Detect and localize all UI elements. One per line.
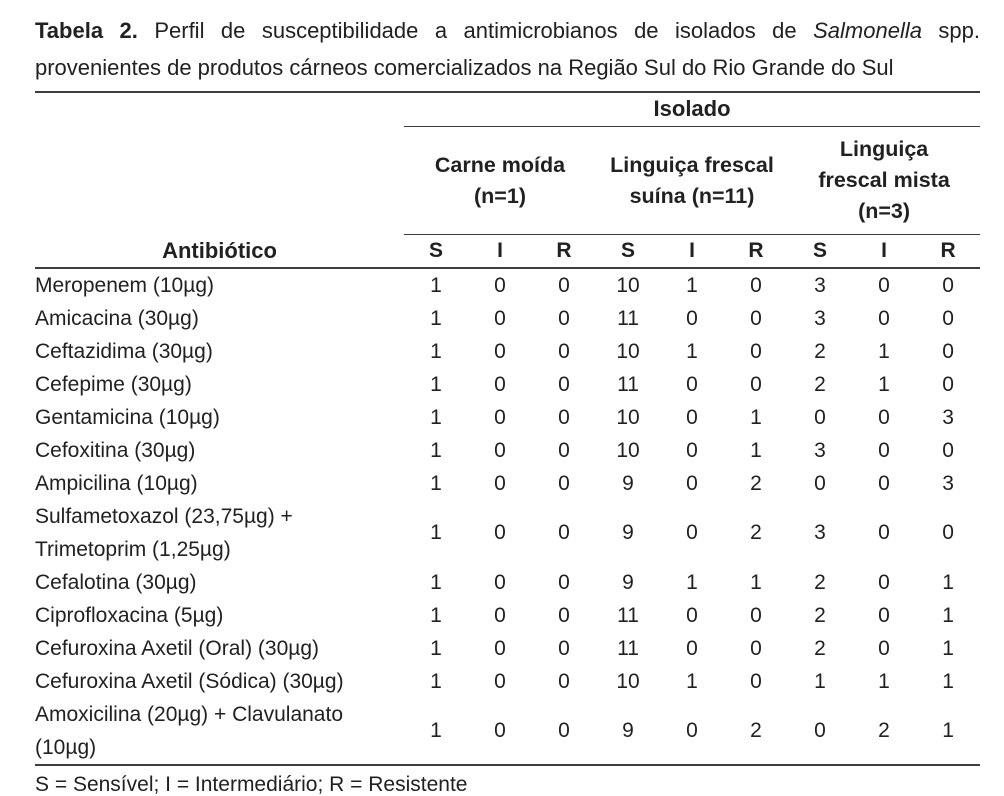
table-caption	[35, 12, 980, 86]
value-cell: 0	[558, 339, 570, 363]
group-line: Carne moída	[434, 152, 566, 177]
value-cell: 1	[942, 570, 954, 594]
value-cell: 3	[814, 438, 826, 462]
antibiotic-name: Cefoxitina (30µg)	[35, 438, 196, 462]
value-cell: 9	[622, 570, 634, 594]
value-cell: 3	[942, 471, 954, 495]
value-cell: 0	[750, 603, 762, 627]
group-header-linguica-suina	[596, 127, 788, 235]
value-cell: 0	[878, 306, 890, 330]
spacer-cell	[35, 92, 404, 127]
group-line: Linguiça frescal	[610, 152, 774, 177]
value-cell: 3	[942, 405, 954, 429]
value-cell: 0	[750, 669, 762, 693]
value-cell: 0	[494, 306, 506, 330]
value-cell: 1	[878, 339, 890, 363]
value-cell: 3	[814, 306, 826, 330]
value-cell: 11	[617, 636, 639, 660]
value-cell: 0	[942, 438, 954, 462]
value-cell: 0	[494, 438, 506, 462]
table-row	[35, 467, 980, 500]
value-cell: 0	[494, 570, 506, 594]
value-cell: 1	[686, 273, 698, 297]
value-cell: 0	[942, 273, 954, 297]
value-cell: 0	[494, 273, 506, 297]
value-cell: 0	[686, 306, 698, 330]
table-row	[35, 599, 980, 632]
table-row	[35, 434, 980, 467]
antibiotic-name: Cefuroxina Axetil (Sódica) (30µg)	[35, 669, 344, 693]
value-cell: 0	[750, 339, 762, 363]
sir-header-s: S	[788, 235, 852, 268]
sir-header-r: R	[724, 235, 788, 268]
sir-header-s: S	[596, 235, 660, 268]
sir-header-i: I	[468, 235, 532, 268]
value-cell: 1	[686, 669, 698, 693]
value-cell: 2	[814, 339, 826, 363]
value-cell: 0	[750, 636, 762, 660]
caption-text-before: Perfil de susceptibilidade a antimicrobianos de isolados de	[137, 18, 814, 43]
value-cell: 1	[430, 306, 442, 330]
value-cell: 0	[814, 719, 826, 742]
value-cell: 0	[558, 273, 570, 297]
value-cell: 1	[430, 273, 442, 297]
value-cell: 0	[494, 719, 506, 742]
value-cell: 0	[750, 306, 762, 330]
table-row	[35, 632, 980, 665]
value-cell: 2	[750, 521, 762, 544]
table-row	[35, 566, 980, 599]
value-cell: 1	[430, 603, 442, 627]
value-cell: 0	[494, 636, 506, 660]
value-cell: 0	[494, 339, 506, 363]
value-cell: 0	[494, 521, 506, 544]
antibiotic-name: Amicacina (30µg)	[35, 306, 199, 330]
species-italic: Salmonella	[813, 18, 922, 43]
value-cell: 0	[878, 521, 890, 544]
antibiotic-name: Ampicilina (10µg)	[35, 471, 198, 495]
value-cell: 10	[616, 669, 640, 693]
table-row	[35, 698, 980, 765]
sir-header-s: S	[404, 235, 468, 268]
sir-header-row	[35, 235, 980, 268]
sir-header-i: I	[852, 235, 916, 268]
value-cell: 1	[430, 372, 442, 396]
value-cell: 1	[430, 636, 442, 660]
antibiotic-name: Ciprofloxacina (5µg)	[35, 603, 224, 627]
value-cell: 0	[494, 471, 506, 495]
group-line: frescal mista	[818, 168, 950, 192]
value-cell: 1	[686, 570, 698, 594]
value-cell: 2	[814, 570, 826, 594]
value-cell: 0	[814, 405, 826, 429]
antibiotic-name: Cefuroxina Axetil (Oral) (30µg)	[35, 636, 320, 660]
value-cell: 0	[686, 521, 698, 544]
value-cell: 1	[750, 405, 762, 429]
value-cell: 9	[622, 719, 634, 742]
value-cell: 1	[430, 405, 442, 429]
value-cell: 0	[558, 471, 570, 495]
value-cell: 0	[686, 471, 698, 495]
table-row	[35, 268, 980, 302]
group-line: (n=3)	[858, 199, 911, 223]
caption-label: Tabela 2.	[35, 18, 138, 43]
value-cell: 0	[878, 636, 890, 660]
value-cell: 0	[558, 306, 570, 330]
antibiotic-name: Ceftazidima (30µg)	[35, 339, 213, 363]
value-cell: 0	[494, 405, 506, 429]
value-cell: 1	[430, 471, 442, 495]
value-cell: 0	[686, 438, 698, 462]
value-cell: 0	[686, 636, 698, 660]
value-cell: 1	[430, 521, 442, 544]
value-cell: 0	[558, 669, 570, 693]
value-cell: 0	[686, 405, 698, 429]
value-cell: 3	[814, 521, 826, 544]
value-cell: 10	[616, 405, 640, 429]
value-cell: 11	[617, 306, 639, 330]
antibiotic-name: Cefepime (30µg)	[35, 372, 192, 396]
value-cell: 2	[814, 372, 826, 396]
value-cell: 0	[814, 471, 826, 495]
value-cell: 1	[814, 669, 826, 693]
table-row	[35, 665, 980, 698]
value-cell: 0	[558, 603, 570, 627]
value-cell: 0	[494, 603, 506, 627]
value-cell: 0	[494, 372, 506, 396]
value-cell: 0	[558, 636, 570, 660]
value-cell: 0	[750, 372, 762, 396]
value-cell: 0	[942, 306, 954, 330]
value-cell: 0	[686, 719, 698, 742]
value-cell: 1	[942, 603, 954, 627]
value-cell: 1	[750, 570, 762, 594]
value-cell: 1	[942, 669, 954, 693]
value-cell: 0	[942, 339, 954, 363]
value-cell: 1	[878, 372, 890, 396]
isolado-row	[35, 92, 980, 127]
caption-text-after: spp. provenientes de produtos cárneos comercializados na Região Sul do Rio Grande do Sul	[35, 18, 980, 80]
value-cell: 0	[686, 372, 698, 396]
antibiotic-name: Gentamicina (10µg)	[35, 405, 220, 429]
value-cell: 0	[878, 438, 890, 462]
value-cell: 2	[814, 603, 826, 627]
group-line: suína (n=11)	[629, 183, 755, 208]
value-cell: 1	[430, 339, 442, 363]
value-cell: 0	[558, 405, 570, 429]
value-cell: 0	[878, 273, 890, 297]
sir-header-i: I	[660, 235, 724, 268]
sir-header-r: R	[916, 235, 980, 268]
value-cell: 1	[430, 570, 442, 594]
antibiotic-name: Amoxicilina (20µg) + Clavulanato (10µg)	[35, 702, 343, 759]
value-cell: 3	[814, 273, 826, 297]
value-cell: 11	[617, 372, 639, 396]
sir-header-r: R	[532, 235, 596, 268]
table-row	[35, 302, 980, 335]
value-cell: 0	[878, 405, 890, 429]
value-cell: 9	[622, 521, 634, 544]
group-header-row	[35, 127, 980, 235]
footer-legend: S = Sensível; I = Intermediário; R = Resistente	[35, 772, 468, 796]
value-cell: 2	[750, 719, 762, 742]
table-row	[35, 335, 980, 368]
value-cell: 1	[942, 719, 954, 742]
antibiotic-name: Sulfametoxazol (23,75µg) + Trimetoprim (1,25µg)	[35, 504, 293, 561]
value-cell: 10	[616, 273, 640, 297]
value-cell: 0	[558, 521, 570, 544]
group-header-linguica-mista	[788, 127, 980, 235]
value-cell: 0	[558, 570, 570, 594]
value-cell: 2	[878, 719, 890, 742]
antibiotic-name: Meropenem (10µg)	[35, 273, 215, 297]
table-row	[35, 500, 980, 566]
value-cell: 0	[494, 669, 506, 693]
value-cell: 1	[430, 719, 442, 742]
susceptibility-table	[35, 91, 980, 766]
value-cell: 10	[616, 438, 640, 462]
value-cell: 11	[617, 603, 639, 627]
table-body	[35, 268, 980, 765]
value-cell: 10	[616, 339, 640, 363]
value-cell: 1	[750, 438, 762, 462]
value-cell: 0	[942, 372, 954, 396]
value-cell: 1	[430, 438, 442, 462]
value-cell: 1	[430, 669, 442, 693]
table-row	[35, 401, 980, 434]
value-cell: 0	[878, 570, 890, 594]
value-cell: 0	[558, 372, 570, 396]
isolado-header: Isolado	[404, 92, 980, 127]
value-cell: 1	[878, 669, 890, 693]
value-cell: 0	[750, 273, 762, 297]
value-cell: 0	[558, 438, 570, 462]
value-cell: 1	[942, 636, 954, 660]
value-cell: 0	[942, 521, 954, 544]
table-row	[35, 368, 980, 401]
value-cell: 0	[878, 603, 890, 627]
antibiotic-column-header: Antibiótico	[35, 235, 404, 268]
antibiotic-name: Cefalotina (30µg)	[35, 570, 197, 594]
value-cell: 0	[878, 471, 890, 495]
value-cell: 0	[558, 719, 570, 742]
value-cell: 9	[622, 471, 634, 495]
value-cell: 2	[750, 471, 762, 495]
value-cell: 0	[686, 603, 698, 627]
value-cell: 2	[814, 636, 826, 660]
value-cell: 1	[686, 339, 698, 363]
group-line: Linguiça	[839, 137, 929, 161]
spacer-cell	[35, 127, 404, 235]
group-line: (n=1)	[474, 183, 526, 208]
group-header-carne-moida	[404, 127, 596, 235]
